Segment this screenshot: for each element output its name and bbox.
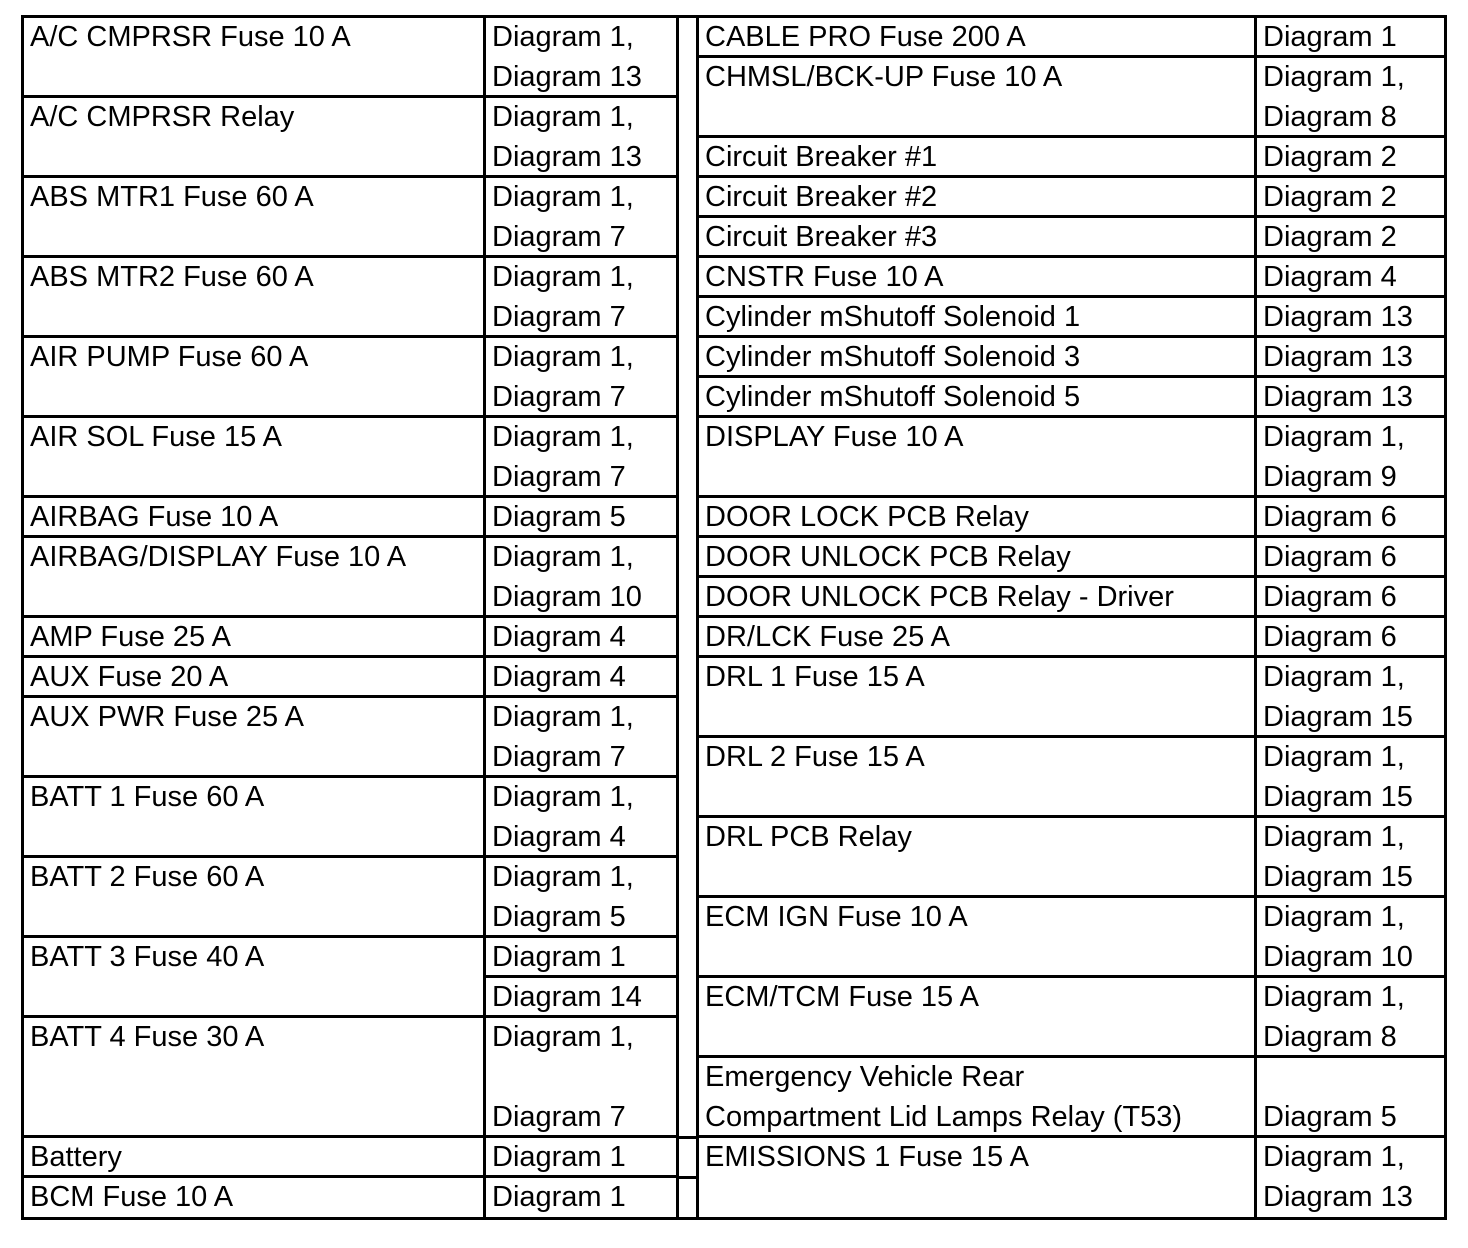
entry-name-cell — [24, 1138, 486, 1178]
diagram-reference: Diagram 6 — [1263, 581, 1397, 613]
entry-reference-cell — [1257, 498, 1447, 538]
diagram-reference: Diagram 1 — [492, 1181, 626, 1213]
entry-name: CHMSL/BCK-UP Fuse 10 A — [705, 61, 1063, 93]
diagram-reference: Diagram 4 — [492, 661, 626, 693]
entry-reference-cell — [486, 18, 676, 98]
entry-reference-cell — [486, 258, 676, 338]
separator-rule — [679, 1136, 696, 1139]
entry-name-cell — [24, 698, 486, 778]
diagram-reference: Diagram 6 — [1263, 541, 1397, 573]
column-separator — [676, 18, 699, 1217]
entry-reference-cell — [486, 778, 676, 858]
entry-name: AIRBAG Fuse 10 A — [30, 501, 279, 533]
diagram-reference: Diagram 14 — [492, 981, 642, 1013]
entry-name-cell — [699, 138, 1257, 178]
entry-reference-cell — [1257, 218, 1447, 258]
diagram-reference: Diagram 1 — [1263, 21, 1397, 53]
entry-name: BATT 3 Fuse 40 A — [30, 941, 265, 973]
diagram-reference: Diagram 1 — [492, 1141, 626, 1173]
entry-name: DRL 2 Fuse 15 A — [705, 741, 925, 773]
entry-reference-cell — [1257, 58, 1447, 138]
entry-name: A/C CMPRSR Relay — [30, 101, 295, 133]
entry-reference-cell — [1257, 818, 1447, 898]
entry-name-cell — [699, 298, 1257, 338]
entry-name: AUX Fuse 20 A — [30, 661, 229, 693]
entry-reference-cell — [486, 1178, 676, 1217]
entry-reference-cell — [1257, 138, 1447, 178]
entry-name: BCM Fuse 10 A — [30, 1181, 234, 1213]
entry-reference-cell — [1257, 18, 1447, 58]
diagram-reference: Diagram 15 — [1263, 701, 1413, 733]
entry-reference-cell — [486, 698, 676, 778]
fuse-index-table — [21, 15, 1447, 1220]
right-name-column — [699, 18, 1257, 1217]
entry-name-cell — [24, 18, 486, 98]
diagram-reference: Diagram 5 — [492, 901, 626, 933]
entry-name: DISPLAY Fuse 10 A — [705, 421, 964, 453]
entry-reference-cell — [1257, 658, 1447, 738]
diagram-reference: Diagram 9 — [1263, 461, 1397, 493]
entry-name: BATT 1 Fuse 60 A — [30, 781, 265, 813]
diagram-reference: Diagram 2 — [1263, 141, 1397, 173]
entry-name: DOOR UNLOCK PCB Relay - Driver — [705, 581, 1174, 613]
entry-name: AIR SOL Fuse 15 A — [30, 421, 282, 453]
entry-name: DRL 1 Fuse 15 A — [705, 661, 925, 693]
diagram-reference: Diagram 1, — [492, 181, 634, 213]
entry-name-cell — [24, 418, 486, 498]
diagram-reference — [492, 1058, 676, 1098]
entry-name: ECM/TCM Fuse 15 A — [705, 981, 979, 1013]
entry-reference-cell — [486, 1018, 676, 1138]
entry-name-cell — [699, 898, 1257, 978]
entry-reference-cell — [486, 538, 676, 618]
left-reference-column — [486, 18, 676, 1217]
entry-reference-cell — [1257, 578, 1447, 618]
entry-reference-cell — [486, 418, 676, 498]
entry-name: Circuit Breaker #2 — [705, 181, 938, 213]
entry-reference-cell — [1257, 538, 1447, 578]
entry-reference-cell — [486, 178, 676, 258]
entry-reference-cell — [1257, 338, 1447, 378]
diagram-reference: Diagram 5 — [492, 501, 626, 533]
entry-name: A/C CMPRSR Fuse 10 A — [30, 21, 351, 53]
diagram-reference: Diagram 4 — [1263, 261, 1397, 293]
entry-reference-cell — [1257, 738, 1447, 818]
diagram-reference: Diagram 1, — [492, 781, 634, 813]
entry-name: Cylinder mShutoff Solenoid 1 — [705, 301, 1081, 333]
entry-reference-cell — [486, 658, 676, 698]
diagram-reference: Diagram 1, — [492, 421, 634, 453]
diagram-reference: Diagram 13 — [492, 61, 642, 93]
entry-name: ABS MTR2 Fuse 60 A — [30, 261, 314, 293]
right-reference-column — [1257, 18, 1447, 1217]
diagram-reference: Diagram 1, — [1263, 61, 1405, 93]
entry-reference-cell — [486, 858, 676, 938]
diagram-reference: Diagram 1, — [492, 1021, 634, 1053]
diagram-reference: Diagram 8 — [1263, 1021, 1397, 1053]
diagram-reference: Diagram 6 — [1263, 501, 1397, 533]
entry-name-cell — [699, 258, 1257, 298]
diagram-reference: Diagram 1, — [492, 21, 634, 53]
diagram-reference: Diagram 1, — [492, 261, 634, 293]
entry-name: DOOR UNLOCK PCB Relay — [705, 541, 1071, 573]
entry-reference-cell — [1257, 618, 1447, 658]
diagram-reference: Diagram 4 — [492, 621, 626, 653]
entry-name-cell — [699, 178, 1257, 218]
entry-name-cell — [699, 658, 1257, 738]
diagram-reference: Diagram 10 — [492, 581, 642, 613]
entry-reference-cell — [486, 618, 676, 658]
entry-name: DR/LCK Fuse 25 A — [705, 621, 950, 653]
diagram-reference: Diagram 15 — [1263, 861, 1413, 893]
entry-name-cell — [24, 1178, 486, 1217]
entry-name-cell — [24, 178, 486, 258]
entry-name: DOOR LOCK PCB Relay — [705, 501, 1029, 533]
entry-name: CABLE PRO Fuse 200 A — [705, 21, 1026, 53]
diagram-reference: Diagram 1, — [1263, 981, 1405, 1013]
entry-name-cell — [699, 58, 1257, 138]
entry-name-cell — [24, 778, 486, 858]
entry-name-cell — [699, 818, 1257, 898]
entry-name-cell — [699, 218, 1257, 258]
entry-name: AIRBAG/DISPLAY Fuse 10 A — [30, 541, 407, 573]
entry-name-cell — [24, 938, 486, 1018]
diagram-reference: Diagram 1, — [492, 701, 634, 733]
diagram-reference: Diagram 1, — [492, 861, 634, 893]
entry-reference-cell — [486, 98, 676, 178]
left-name-column — [24, 18, 486, 1217]
entry-name-cell — [699, 978, 1257, 1058]
entry-name: Battery — [30, 1141, 122, 1173]
diagram-reference: Diagram 1, — [1263, 821, 1405, 853]
diagram-reference: Diagram 1, — [1263, 741, 1405, 773]
entry-reference-cell — [1257, 178, 1447, 218]
diagram-reference: Diagram 13 — [1263, 1181, 1413, 1213]
diagram-reference: Diagram 1, — [492, 101, 634, 133]
diagram-reference: Diagram 1, — [492, 541, 634, 573]
entry-name-cell — [24, 498, 486, 538]
entry-name-cell — [699, 538, 1257, 578]
entry-name-cell — [699, 1058, 1257, 1138]
entry-name-cell — [699, 418, 1257, 498]
entry-name: Compartment Lid Lamps Relay (T53) — [705, 1101, 1183, 1133]
diagram-reference: Diagram 1 — [492, 941, 626, 973]
entry-name: EMISSIONS 1 Fuse 15 A — [705, 1141, 1029, 1173]
diagram-reference: Diagram 4 — [492, 821, 626, 853]
diagram-reference: Diagram 13 — [492, 141, 642, 173]
entry-reference-cell — [1257, 298, 1447, 338]
diagram-reference: Diagram 2 — [1263, 221, 1397, 253]
entry-name: AIR PUMP Fuse 60 A — [30, 341, 309, 373]
entry-name-cell — [24, 1018, 486, 1138]
diagram-reference: Diagram 7 — [492, 461, 626, 493]
entry-reference-cell — [486, 498, 676, 538]
entry-name: ABS MTR1 Fuse 60 A — [30, 181, 314, 213]
entry-reference-cell — [1257, 1058, 1447, 1138]
entry-name-cell — [24, 98, 486, 178]
entry-reference-cell — [486, 1138, 676, 1178]
entry-name: AMP Fuse 25 A — [30, 621, 231, 653]
diagram-reference: Diagram 1, — [1263, 421, 1405, 453]
separator-rule — [679, 1176, 696, 1179]
entry-name-cell — [24, 618, 486, 658]
entry-name: Emergency Vehicle Rear — [705, 1061, 1025, 1093]
entry-name-cell — [24, 538, 486, 618]
entry-name: DRL PCB Relay — [705, 821, 912, 853]
entry-reference-cell — [1257, 978, 1447, 1058]
entry-name-cell — [699, 618, 1257, 658]
entry-name-cell — [24, 338, 486, 418]
entry-name: Circuit Breaker #3 — [705, 221, 938, 253]
entry-name: BATT 2 Fuse 60 A — [30, 861, 265, 893]
diagram-reference: Diagram 7 — [492, 381, 626, 413]
entry-name-cell — [24, 258, 486, 338]
diagram-reference: Diagram 1, — [492, 341, 634, 373]
diagram-reference: Diagram 7 — [492, 301, 626, 333]
entry-name-cell — [699, 338, 1257, 378]
diagram-reference: Diagram 7 — [492, 741, 626, 773]
entry-reference-cell — [1257, 1138, 1447, 1217]
entry-name-cell — [699, 18, 1257, 58]
entry-name: Cylinder mShutoff Solenoid 5 — [705, 381, 1081, 413]
diagram-reference: Diagram 6 — [1263, 621, 1397, 653]
diagram-reference: Diagram 1, — [1263, 1141, 1405, 1173]
entry-name-cell — [24, 658, 486, 698]
entry-name: Circuit Breaker #1 — [705, 141, 938, 173]
entry-name-cell — [699, 738, 1257, 818]
entry-name-cell — [699, 578, 1257, 618]
diagram-reference: Diagram 7 — [492, 1101, 626, 1133]
diagram-reference: Diagram 7 — [492, 221, 626, 253]
entry-reference-cell — [486, 338, 676, 418]
diagram-reference: Diagram 15 — [1263, 781, 1413, 813]
diagram-reference: Diagram 2 — [1263, 181, 1397, 213]
entry-reference-cell — [486, 978, 676, 1018]
entry-name: BATT 4 Fuse 30 A — [30, 1021, 265, 1053]
diagram-reference: Diagram 8 — [1263, 101, 1397, 133]
diagram-reference: Diagram 13 — [1263, 341, 1413, 373]
entry-reference-cell — [1257, 418, 1447, 498]
entry-reference-cell — [486, 938, 676, 978]
entry-name: CNSTR Fuse 10 A — [705, 261, 944, 293]
entry-reference-cell — [1257, 258, 1447, 298]
diagram-reference: Diagram 10 — [1263, 941, 1413, 973]
entry-name-cell — [24, 858, 486, 938]
diagram-reference: Diagram 5 — [1263, 1101, 1397, 1133]
diagram-reference: Diagram 1, — [1263, 901, 1405, 933]
entry-reference-cell — [1257, 898, 1447, 978]
entry-name-cell — [699, 498, 1257, 538]
entry-name: AUX PWR Fuse 25 A — [30, 701, 304, 733]
diagram-reference — [1263, 1058, 1447, 1098]
entry-reference-cell — [1257, 378, 1447, 418]
diagram-reference: Diagram 13 — [1263, 301, 1413, 333]
diagram-reference: Diagram 1, — [1263, 661, 1405, 693]
diagram-reference: Diagram 13 — [1263, 381, 1413, 413]
entry-name: Cylinder mShutoff Solenoid 3 — [705, 341, 1081, 373]
entry-name-cell — [699, 1138, 1257, 1217]
entry-name: ECM IGN Fuse 10 A — [705, 901, 968, 933]
entry-name-cell — [699, 378, 1257, 418]
